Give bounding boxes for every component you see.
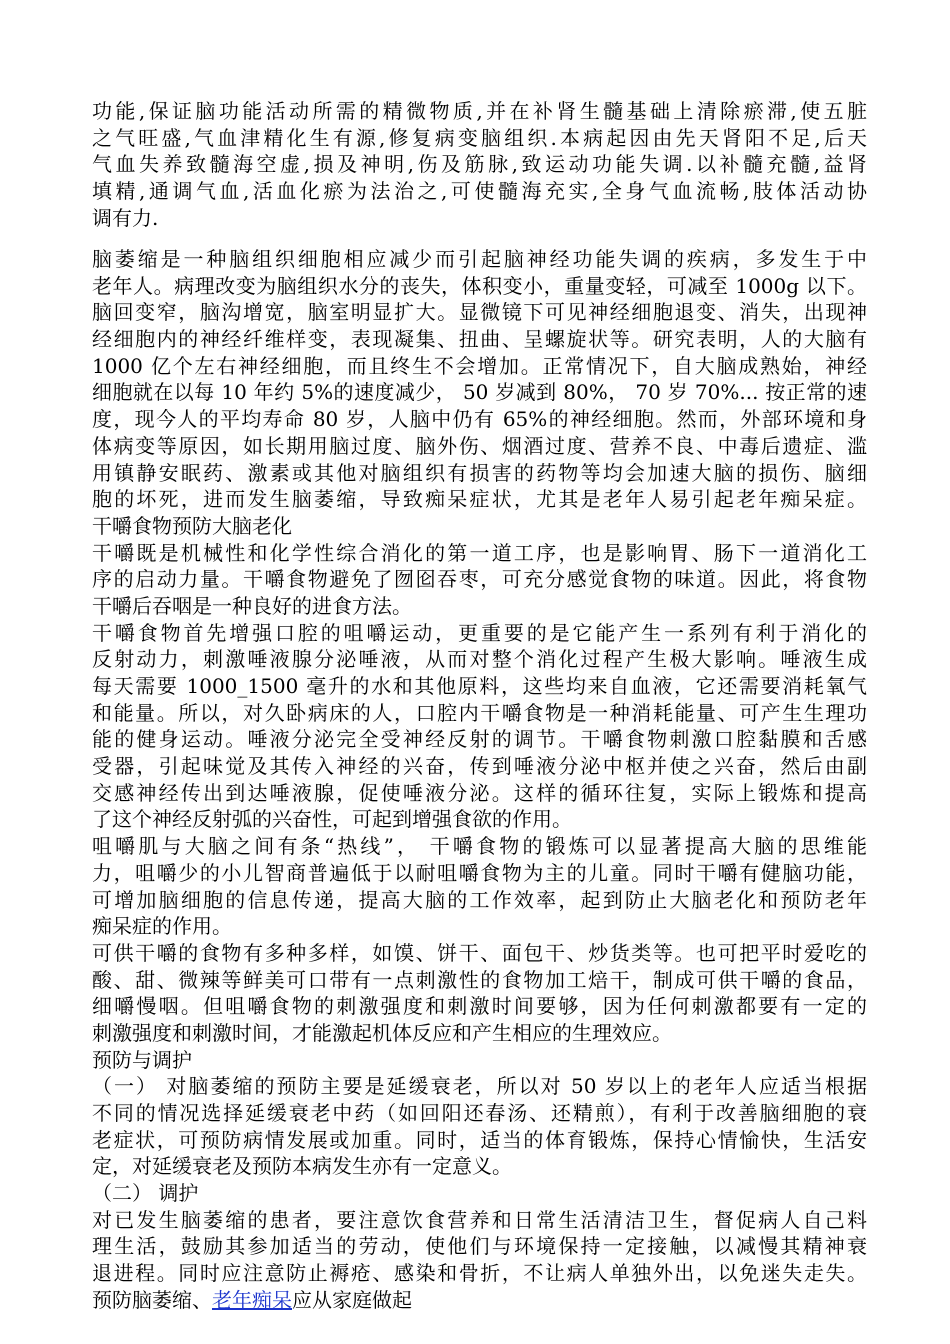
text-line: 老年人。病理改变为脑组织水分的丧失，体积变小，重量变轻，可减至 1000g 以下。 (92, 273, 867, 298)
text-line: 可增加脑细胞的信息传递，提高大脑的工作效率，起到防止大脑老化和预防老年 (92, 887, 867, 912)
text-line: 每天需要 1000_1500 毫升的水和其他原料，这些均来自血液，它还需要消耗氧气 (92, 674, 867, 698)
text-line: 退进程。同时应注意防止褥疮、感染和骨折，不让病人单独外出，以免迷失走失。 (92, 1261, 867, 1286)
text-line: 咀嚼肌与大脑之间有条“热线”， 干嚼食物的锻炼可以显著提高大脑的思维能 (92, 834, 867, 859)
text-line: 酸、甜、微辣等鲜美可口带有一点刺激性的食物加工焙干，制成可供干嚼的食品， (92, 967, 867, 992)
text-line: 干嚼食物首先增强口腔的咀嚼运动，更重要的是它能产生一系列有利于消化的 (92, 620, 867, 645)
section-heading: 干嚼食物预防大脑老化 (92, 513, 292, 538)
text-line: （一） 对脑萎缩的预防主要是延缓衰老，所以对 50 岁以上的老年人应适当根据 (92, 1074, 867, 1099)
text-line: 反射动力，刺激唾液腺分泌唾液，从而对整个消化过程产生极大影响。唾液生成 (92, 647, 867, 672)
last-line-after: 应从家庭做起 (292, 1287, 412, 1312)
text-line: 脑萎缩是一种脑组织细胞相应减少而引起脑神经功能失调的疾病，多发生于中 (92, 247, 867, 271)
text-line: 受器，引起味觉及其传入神经的兴奋，传到唾液分泌中枢并使之兴奋，然后由副 (92, 754, 867, 779)
text-line: 之气旺盛,气血津精化生有源,修复病变脑组织.本病起因由先天肾阳不足,后天 (92, 125, 867, 150)
text-line: 刺激强度和刺激时间，才能激起机体反应和产生相应的生理效应。 (92, 1020, 672, 1045)
text-line: 痴呆症的作用。 (92, 914, 232, 939)
section-heading: 预防与调护 (92, 1047, 192, 1072)
text-line: 功能,保证脑功能活动所需的精微物质,并在补肾生髓基础上清除瘀滞,使五脏 (92, 99, 867, 123)
text-line: 填精,通调气血,活血化瘀为法治之,可使髓海充实,全身气血流畅,肢体活动协 (92, 179, 867, 204)
text-line: 定，对延缓衰老及预防本病发生亦有一定意义。 (92, 1154, 512, 1179)
text-line: 交感神经传出到达唾液腺，促使唾液分泌。这样的循环往复，实际上锻炼和提高 (92, 780, 867, 805)
text-line: 对已发生脑萎缩的患者，要注意饮食营养和日常生活清洁卫生，督促病人自己料 (92, 1207, 867, 1232)
text-line: 气血失养致髓海空虚,损及神明,伤及筋脉,致运动功能失调.以补髓充髓,益肾 (92, 152, 867, 177)
text-line: 度，现今人的平均寿命 80 岁，人脑中仍有 65%的神经细胞。然而，外部环境和身 (92, 407, 867, 432)
last-text-line (92, 1287, 867, 1314)
text-line: 序的启动力量。干嚼食物避免了囫囵吞枣，可充分感觉食物的味道。因此，将食物 (92, 567, 867, 592)
text-line: 经细胞内的神经纤维样变，表现凝集、扭曲、呈螺旋状等。研究表明，人的大脑有 (92, 327, 867, 352)
text-line: 了这个神经反射弧的兴奋性，可起到增强食欲的作用。 (92, 807, 572, 832)
text-line: 理生活，鼓励其参加适当的劳动，使他们与环境保持一定接触，以减慢其精神衰 (92, 1234, 867, 1259)
text-line: 能的健身运动。唾液分泌完全受神经反射的调节。干嚼食物刺激口腔黏膜和舌感 (92, 727, 867, 752)
text-line: 可供干嚼的食物有多种多样，如馍、饼干、面包干、炒货类等。也可把平时爱吃的 (92, 940, 867, 965)
text-line: 脑回变窄，脑沟增宽，脑室明显扩大。显微镜下可见神经细胞退变、消失，出现神 (92, 300, 867, 325)
text-line: 用镇静安眠药、激素或其他对脑组织有损害的药物等均会加速大脑的损伤、脑细 (92, 460, 867, 485)
paragraph-tcm-treatment (92, 98, 867, 231)
text-line: 干嚼既是机械性和化学性综合消化的第一道工序，也是影响胃、肠下一道消化工 (92, 540, 867, 565)
text-line: 调有力. (92, 205, 159, 230)
text-line: 胞的坏死，进而发生脑萎缩，导致痴呆症状，尤其是老年人易引起老年痴呆症。 (92, 487, 867, 512)
text-line: 和能量。所以，对久卧病床的人，口腔内干嚼食物是一种消耗能量、可产生生理功 (92, 700, 867, 725)
text-line: 1000 亿个左右神经细胞，而且终生不会增加。正常情况下，自大脑成熟始，神经 (92, 353, 867, 378)
text-line: 老症状，可预防病情发展或加重。同时，适当的体育锻炼，保持心情愉快，生活安 (92, 1127, 867, 1152)
senile-dementia-link[interactable]: 老年痴呆 (212, 1287, 292, 1312)
text-line: 体病变等原因，如长期用脑过度、脑外伤、烟酒过度、营养不良、中毒后遗症、滥 (92, 433, 867, 458)
text-line: 细胞就在以每 10 年约 5%的速度减少， 50 岁减到 80%， 70 岁 70%... 按正常的速 (92, 380, 867, 405)
text-line: （二） 调护 (92, 1181, 199, 1206)
article-body (92, 246, 867, 1314)
text-line: 力，咀嚼少的小儿智商普遍低于以耐咀嚼食物为主的儿童。同时干嚼有健脑功能， (92, 860, 867, 885)
text-line: 干嚼后吞咽是一种良好的进食方法。 (92, 593, 412, 618)
text-line: 不同的情况选择延缓衰老中药（如回阳还春汤、还精煎），有利于改善脑细胞的衰 (92, 1101, 867, 1125)
text-line: 细嚼慢咽。但咀嚼食物的刺激强度和刺激时间要够，因为任何刺激都要有一定的 (92, 994, 867, 1019)
last-line-before: 预防脑萎缩、 (92, 1287, 212, 1312)
